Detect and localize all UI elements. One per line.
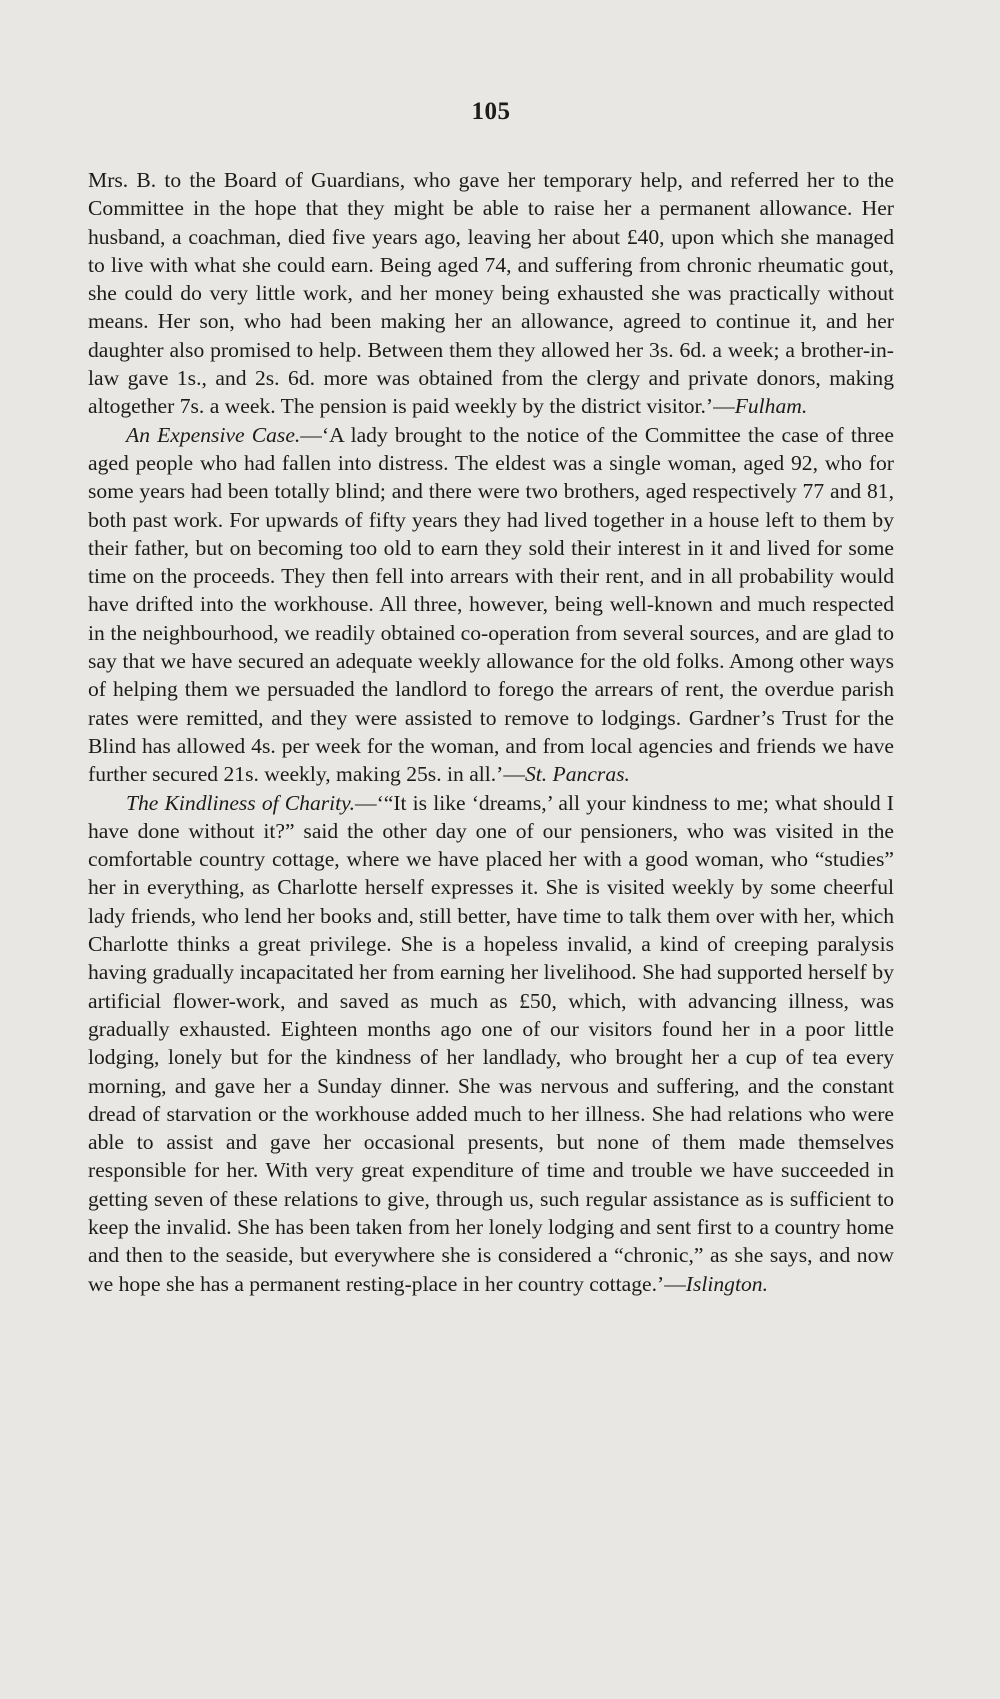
paragraph-heading: An Expensive Case.: [126, 422, 301, 447]
page-number: 105: [471, 98, 511, 125]
paragraph-heading: The Kindliness of Charity.: [126, 790, 355, 815]
paragraph-source: Islington.: [685, 1271, 768, 1296]
paragraph-text: Mrs. B. to the Board of Guardians, who gave her temporary help, and referred her to the Committee in the hope that they might be able to raise her a permanent allowance. Her husband, a coachman, died five years ago, leaving her about £40, upon which she managed to live with what she could earn. Being aged 74, and suffering from chronic rheumatic gout, she could do very little work, and her money being exhausted she was practically without means. Her son, who had been making her an allowance, agreed to continue it, and her daughter also promised to help. Between them they allowed her 3s. 6d. a week; a brother-in-law gave 1s., and 2s. 6d. more was obtained from the clergy and private donors, making altogether 7s. a week. The pension is paid weekly by the district visitor.’—: [88, 168, 894, 419]
paragraph-kindliness-of-charity: [88, 789, 894, 1298]
paragraph-text: —‘“It is like ‘dreams,’ all your kindness to me; what should I have done without it?” said the other day one of our pensioners, who was visited in the comfortable country cottage, where we have placed her with a good woman, who “studies” her in everything, as Charlotte herself expresses it. She is visited weekly by some cheerful lady friends, who lend her books and, still better, have time to talk them over with her, which Charlotte thinks a great privilege. She is a hopeless invalid, a kind of creeping paralysis having gradually incapacitated her from earning her livelihood. She had supported herself by artificial flower-work, and saved as much as £50, which, with advancing illness, was gradually exhausted. Eighteen months ago one of our visitors found her in a poor little lodging, lonely but for the kindness of her landlady, who brought her a cup of tea every morning, and gave her a Sunday dinner. She was nervous and suffering, and the constant dread of starvation or the workhouse added much to her illness. She had relations who were able to assist and gave her occasional presents, but none of them made themselves responsible for her. With very great expenditure of time and trouble we have succeeded in getting seven of these relations to give, through us, such regular assistance as is sufficient to keep the invalid. She has been taken from her lonely lodging and sent first to a country home and then to the seaside, but everywhere she is considered a “chronic,” as she says, and now we hope she has a permanent resting-place in her country cottage.’—: [88, 790, 894, 1296]
paragraph-expensive-case: [88, 421, 894, 789]
paragraph-source: Fulham.: [734, 394, 808, 419]
body-text: [88, 166, 894, 1298]
paragraph-source: St. Pancras.: [524, 762, 630, 787]
paragraph-text: —‘A lady brought to the notice of the Committee the case of three aged people who had fallen into distress. The eldest was a single woman, aged 92, who for some years had been totally blind; and there were two brothers, aged respectively 77 and 81, both past work. For upwards of fifty years they had lived together in a house left to them by their father, but on becoming too old to earn they sold their interest in it and lived for some time on the proceeds. They then fell into arrears with their rent, and in all probability would have drifted into the workhouse. All three, however, being well-known and much respected in the neighbourhood, we readily obtained co-operation from several sources, and are glad to say that we have secured an adequate weekly allowance for the old folks. Among other ways of helping them we persuaded the landlord to forego the arrears of rent, the overdue parish rates were remitted, and they were assisted to remove to lodgings. Gardner’s Trust for the Blind has allowed 4s. per week for the woman, and from local agencies and friends we have further secured 21s. weekly, making 25s. in all.’—: [88, 422, 894, 787]
paragraph-fulham: [88, 166, 894, 421]
